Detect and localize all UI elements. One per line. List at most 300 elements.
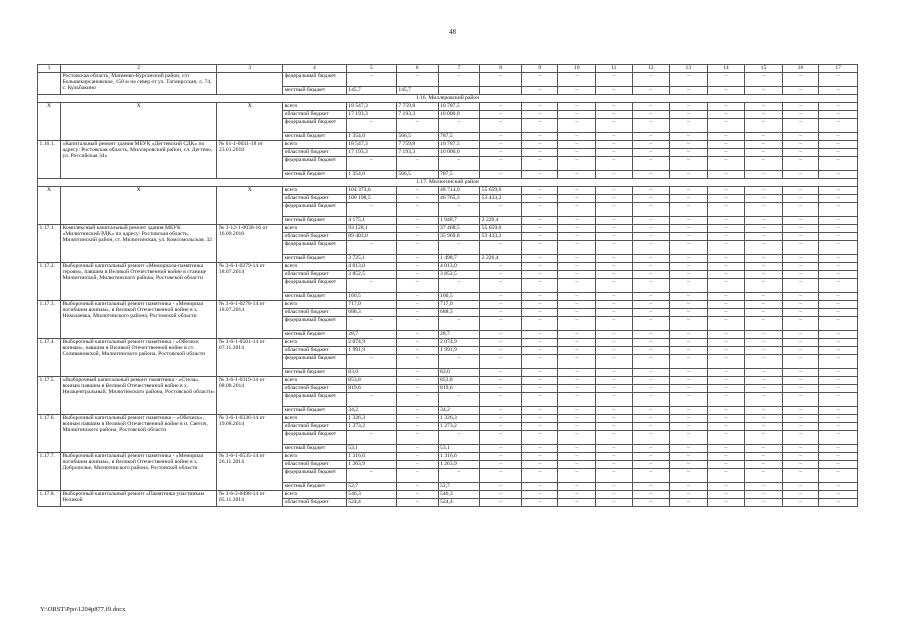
empty-dash-cell: – bbox=[521, 407, 558, 415]
empty-dash-cell: – bbox=[819, 445, 858, 453]
empty-dash-cell: – bbox=[558, 407, 596, 415]
empty-dash-cell: – bbox=[596, 483, 633, 491]
empty-dash-cell: – bbox=[670, 217, 708, 225]
empty-dash-cell: – bbox=[670, 431, 708, 445]
empty-dash-cell: – bbox=[558, 87, 596, 95]
empty-dash-cell: – bbox=[819, 225, 858, 233]
empty-dash-cell: – bbox=[596, 431, 633, 445]
empty-dash-cell: – bbox=[558, 149, 596, 157]
empty-dash-cell: – bbox=[632, 233, 670, 241]
value-cell-v8: – bbox=[480, 309, 522, 317]
empty-dash-cell: – bbox=[558, 255, 596, 263]
empty-dash-cell: – bbox=[745, 141, 783, 149]
value-cell-v6: – bbox=[396, 195, 438, 203]
empty-dash-cell: – bbox=[632, 279, 670, 293]
value-cell-v8: – bbox=[480, 317, 522, 331]
empty-dash-cell: – bbox=[632, 309, 670, 317]
empty-dash-cell: – bbox=[632, 407, 670, 415]
empty-dash-cell: – bbox=[819, 377, 858, 385]
empty-dash-cell: – bbox=[819, 241, 858, 255]
value-cell-v6: – bbox=[396, 233, 438, 241]
empty-dash-cell: – bbox=[596, 141, 633, 149]
empty-dash-cell: – bbox=[670, 195, 708, 203]
value-cell-v5: 3 852,5 bbox=[346, 271, 396, 279]
value-cell-v7: 1 316,6 bbox=[438, 453, 480, 461]
value-cell-v6: – bbox=[396, 393, 438, 407]
empty-dash-cell: – bbox=[782, 73, 819, 87]
empty-dash-cell: – bbox=[632, 339, 670, 347]
empty-dash-cell: – bbox=[521, 415, 558, 423]
empty-dash-cell: – bbox=[819, 157, 858, 171]
empty-dash-cell: – bbox=[707, 225, 745, 233]
section-title: 1.16. Миллеровский район bbox=[38, 95, 858, 103]
value-cell-v8: 53 433,2 bbox=[480, 195, 522, 203]
value-cell-v5: 819,6 bbox=[346, 385, 396, 393]
value-cell-v7: 10 000,0 bbox=[438, 149, 480, 157]
empty-dash-cell: – bbox=[745, 393, 783, 407]
value-cell-v5: 546,3 bbox=[346, 491, 396, 499]
empty-dash-cell: – bbox=[670, 423, 708, 431]
value-cell-v8: – bbox=[480, 301, 522, 309]
value-cell-v7: – bbox=[438, 241, 480, 255]
empty-dash-cell: – bbox=[707, 187, 745, 195]
empty-dash-cell: – bbox=[632, 133, 670, 141]
value-cell-v5: 688,3 bbox=[346, 309, 396, 317]
header-cell: 10 bbox=[558, 65, 596, 73]
value-cell-v7: 1 948,7 bbox=[438, 217, 480, 225]
document-ref: № 3-6-2-0498-14 от 05.11.2014 bbox=[217, 491, 283, 507]
object-name: «Выборочный капитальный ремонт памятника - «Стела», воинам павшим в Великой Отечественной войне в х. Низацентральный, Милютинского района, Ростовской области» bbox=[60, 377, 216, 415]
value-cell-v6: – bbox=[396, 339, 438, 347]
object-name: «Капитальный ремонт здания МБУК «Дегтевский СДК» по адресу: Ростовская область, Миллеровский район, сл. Дегтево, ул. Российская 34» bbox=[60, 141, 216, 179]
empty-dash-cell: – bbox=[632, 263, 670, 271]
empty-dash-cell: – bbox=[745, 271, 783, 279]
empty-dash-cell: – bbox=[596, 133, 633, 141]
empty-dash-cell: – bbox=[745, 499, 783, 507]
empty-dash-cell: – bbox=[670, 393, 708, 407]
value-cell-v8: – bbox=[480, 73, 522, 87]
funding-source: областной бюджет bbox=[283, 111, 347, 119]
funding-source: всего bbox=[283, 187, 347, 195]
empty-dash-cell: – bbox=[632, 423, 670, 431]
empty-dash-cell: – bbox=[745, 119, 783, 133]
value-cell-v5: 1 991,9 bbox=[346, 347, 396, 355]
value-cell-v5: 89 403,0 bbox=[346, 233, 396, 241]
object-name: Ростовская область, Матвеево-Курганский район, с/п Большекирсановское, 150 м на север от ул. Тагмирсская, л. 74, с. Кульбакино bbox=[60, 73, 216, 95]
empty-dash-cell: – bbox=[745, 241, 783, 255]
empty-dash-cell: – bbox=[707, 279, 745, 293]
empty-dash-cell: – bbox=[707, 171, 745, 179]
row-number: 1.17.8. bbox=[38, 491, 61, 507]
empty-dash-cell: – bbox=[707, 407, 745, 415]
empty-dash-cell: – bbox=[782, 453, 819, 461]
value-cell-v5: – bbox=[346, 73, 396, 87]
empty-dash-cell: – bbox=[521, 483, 558, 491]
empty-dash-cell: – bbox=[596, 415, 633, 423]
empty-dash-cell: – bbox=[707, 491, 745, 499]
empty-dash-cell: – bbox=[632, 415, 670, 423]
funding-source: областной бюджет bbox=[283, 271, 347, 279]
empty-dash-cell: – bbox=[782, 407, 819, 415]
value-cell-v7: 524,4 bbox=[438, 499, 480, 507]
empty-dash-cell: – bbox=[670, 445, 708, 453]
value-cell-v7: – bbox=[438, 431, 480, 445]
funding-source: областной бюджет bbox=[283, 195, 347, 203]
empty-dash-cell: – bbox=[819, 263, 858, 271]
empty-dash-cell: – bbox=[707, 331, 745, 339]
empty-dash-cell: – bbox=[596, 385, 633, 393]
value-cell-v6: 7 193,3 bbox=[396, 149, 438, 157]
value-cell-v7: 4 013,0 bbox=[438, 263, 480, 271]
empty-dash-cell: – bbox=[632, 271, 670, 279]
value-cell-v8: – bbox=[480, 171, 522, 179]
empty-dash-cell: – bbox=[558, 203, 596, 217]
empty-dash-cell: – bbox=[707, 233, 745, 241]
value-cell-v6: 7 193,3 bbox=[396, 111, 438, 119]
empty-dash-cell: – bbox=[670, 157, 708, 171]
value-cell-v6: – bbox=[396, 415, 438, 423]
funding-source: местный бюджет bbox=[283, 255, 347, 263]
empty-dash-cell: – bbox=[782, 149, 819, 157]
empty-dash-cell: – bbox=[558, 195, 596, 203]
empty-dash-cell: – bbox=[521, 255, 558, 263]
empty-dash-cell: – bbox=[521, 119, 558, 133]
table-row bbox=[38, 339, 858, 347]
empty-dash-cell: – bbox=[670, 377, 708, 385]
empty-dash-cell: – bbox=[670, 483, 708, 491]
value-cell-v5: – bbox=[346, 157, 396, 171]
value-cell-v8: 55 659,6 bbox=[480, 225, 522, 233]
empty-dash-cell: – bbox=[521, 445, 558, 453]
header-cell: 1 bbox=[38, 65, 61, 73]
empty-dash-cell: – bbox=[745, 255, 783, 263]
empty-dash-cell: – bbox=[819, 187, 858, 195]
value-cell-v5: 524,4 bbox=[346, 499, 396, 507]
empty-dash-cell: – bbox=[707, 241, 745, 255]
empty-dash-cell: – bbox=[632, 195, 670, 203]
empty-dash-cell: – bbox=[521, 87, 558, 95]
empty-dash-cell: – bbox=[745, 331, 783, 339]
empty-dash-cell: – bbox=[632, 385, 670, 393]
empty-dash-cell: – bbox=[632, 87, 670, 95]
empty-dash-cell: – bbox=[521, 355, 558, 369]
value-cell-v8: – bbox=[480, 445, 522, 453]
empty-dash-cell: – bbox=[782, 347, 819, 355]
empty-dash-cell: – bbox=[670, 279, 708, 293]
empty-dash-cell: – bbox=[558, 431, 596, 445]
value-cell-v6: – bbox=[396, 309, 438, 317]
value-cell-v6: – bbox=[396, 355, 438, 369]
empty-dash-cell: – bbox=[558, 347, 596, 355]
empty-dash-cell: – bbox=[745, 203, 783, 217]
value-cell-v6: 566,5 bbox=[396, 171, 438, 179]
empty-dash-cell: – bbox=[782, 491, 819, 499]
funding-source: всего bbox=[283, 141, 347, 149]
empty-dash-cell: – bbox=[819, 271, 858, 279]
empty-dash-cell: – bbox=[745, 469, 783, 483]
empty-dash-cell: – bbox=[596, 407, 633, 415]
empty-dash-cell: – bbox=[819, 233, 858, 241]
funding-source: местный бюджет bbox=[283, 445, 347, 453]
empty-dash-cell: – bbox=[558, 271, 596, 279]
empty-dash-cell: – bbox=[521, 111, 558, 119]
empty-dash-cell: – bbox=[558, 499, 596, 507]
empty-dash-cell: – bbox=[707, 73, 745, 87]
object-name: Выборочный капитальный ремонт «Памятника участникам Великой bbox=[60, 491, 216, 507]
value-cell-v8: – bbox=[480, 347, 522, 355]
empty-dash-cell: – bbox=[558, 263, 596, 271]
empty-dash-cell: – bbox=[670, 331, 708, 339]
empty-dash-cell: – bbox=[596, 499, 633, 507]
value-cell-v7: 1 273,2 bbox=[438, 423, 480, 431]
empty-dash-cell: – bbox=[707, 445, 745, 453]
empty-dash-cell: – bbox=[596, 149, 633, 157]
value-cell-v7: 10 787,5 bbox=[438, 103, 480, 111]
empty-dash-cell: – bbox=[782, 377, 819, 385]
empty-dash-cell: – bbox=[670, 241, 708, 255]
empty-dash-cell: – bbox=[632, 469, 670, 483]
value-cell-v6: – bbox=[396, 461, 438, 469]
empty-dash-cell: – bbox=[707, 393, 745, 407]
empty-dash-cell: – bbox=[558, 119, 596, 133]
empty-dash-cell: – bbox=[707, 271, 745, 279]
value-cell-v6: – bbox=[396, 301, 438, 309]
value-cell-v6: – bbox=[396, 453, 438, 461]
funding-source: федеральный бюджет bbox=[283, 393, 347, 407]
value-cell-v5: 28,7 bbox=[346, 331, 396, 339]
empty-dash-cell: – bbox=[819, 499, 858, 507]
empty-dash-cell: – bbox=[558, 73, 596, 87]
empty-dash-cell: – bbox=[558, 111, 596, 119]
row-number: 1.17.6. bbox=[38, 415, 61, 453]
empty-dash-cell: – bbox=[632, 331, 670, 339]
document-ref: № 3-6-1-0278-14 от 18.07.2014 bbox=[217, 301, 283, 339]
value-cell-v6: – bbox=[396, 279, 438, 293]
empty-dash-cell: – bbox=[782, 141, 819, 149]
empty-dash-cell: – bbox=[670, 355, 708, 369]
value-cell-v5: 1 326,3 bbox=[346, 415, 396, 423]
empty-dash-cell: – bbox=[819, 195, 858, 203]
value-cell-v5: 104 373,6 bbox=[346, 187, 396, 195]
empty-dash-cell: – bbox=[745, 483, 783, 491]
empty-dash-cell: – bbox=[596, 73, 633, 87]
value-cell-v5: 1 316,6 bbox=[346, 453, 396, 461]
value-cell-v8: – bbox=[480, 423, 522, 431]
document-ref: X bbox=[217, 103, 283, 141]
row-number: 1.17.4. bbox=[38, 339, 61, 377]
empty-dash-cell: – bbox=[521, 241, 558, 255]
empty-dash-cell: – bbox=[632, 453, 670, 461]
row-number: 1.17.2. bbox=[38, 263, 61, 301]
funding-source: всего bbox=[283, 377, 347, 385]
empty-dash-cell: – bbox=[819, 355, 858, 369]
header-cell: 9 bbox=[521, 65, 558, 73]
empty-dash-cell: – bbox=[521, 461, 558, 469]
funding-source: всего bbox=[283, 339, 347, 347]
empty-dash-cell: – bbox=[670, 203, 708, 217]
table-row bbox=[38, 73, 858, 87]
empty-dash-cell: – bbox=[670, 491, 708, 499]
empty-dash-cell: – bbox=[632, 241, 670, 255]
value-cell-v6: – bbox=[396, 499, 438, 507]
empty-dash-cell: – bbox=[596, 103, 633, 111]
empty-dash-cell: – bbox=[632, 157, 670, 171]
document-ref: № 3-6-1-0336-14 от 19.08.2014 bbox=[217, 415, 283, 453]
empty-dash-cell: – bbox=[596, 331, 633, 339]
empty-dash-cell: – bbox=[596, 461, 633, 469]
value-cell-v5: 93 128,1 bbox=[346, 225, 396, 233]
empty-dash-cell: – bbox=[707, 141, 745, 149]
empty-dash-cell: – bbox=[707, 431, 745, 445]
empty-dash-cell: – bbox=[819, 87, 858, 95]
funding-source: местный бюджет bbox=[283, 483, 347, 491]
value-cell-v6: – bbox=[396, 263, 438, 271]
value-cell-v5: 160,5 bbox=[346, 293, 396, 301]
empty-dash-cell: – bbox=[596, 445, 633, 453]
object-name: Комплексный капитальный ремонт здания МБУК «Милютинский РДК» по адресу: Ростовская область, Милютинский район, ст. Милютинская, ул. Комсомольская, 32 bbox=[60, 225, 216, 263]
empty-dash-cell: – bbox=[707, 453, 745, 461]
value-cell-v5: 145,7 bbox=[346, 87, 396, 95]
value-cell-v5: 18 547,3 bbox=[346, 141, 396, 149]
empty-dash-cell: – bbox=[596, 491, 633, 499]
value-cell-v8: – bbox=[480, 141, 522, 149]
empty-dash-cell: – bbox=[632, 499, 670, 507]
value-cell-v7: 819,6 bbox=[438, 385, 480, 393]
empty-dash-cell: – bbox=[745, 73, 783, 87]
funding-source: областной бюджет bbox=[283, 309, 347, 317]
empty-dash-cell: – bbox=[596, 279, 633, 293]
empty-dash-cell: – bbox=[707, 461, 745, 469]
empty-dash-cell: – bbox=[782, 301, 819, 309]
empty-dash-cell: – bbox=[670, 255, 708, 263]
empty-dash-cell: – bbox=[707, 385, 745, 393]
empty-dash-cell: – bbox=[558, 187, 596, 195]
empty-dash-cell: – bbox=[670, 453, 708, 461]
funding-source: местный бюджет bbox=[283, 369, 347, 377]
empty-dash-cell: – bbox=[596, 157, 633, 171]
empty-dash-cell: – bbox=[745, 309, 783, 317]
empty-dash-cell: – bbox=[745, 187, 783, 195]
empty-dash-cell: – bbox=[782, 133, 819, 141]
document-ref: № 3-6-1-0535-14 от 26.11.2014 bbox=[217, 453, 283, 491]
empty-dash-cell: – bbox=[632, 377, 670, 385]
funding-source: областной бюджет bbox=[283, 423, 347, 431]
empty-dash-cell: – bbox=[632, 369, 670, 377]
funding-source: всего bbox=[283, 415, 347, 423]
value-cell-v7: – bbox=[438, 279, 480, 293]
empty-dash-cell: – bbox=[745, 339, 783, 347]
empty-dash-cell: – bbox=[558, 461, 596, 469]
empty-dash-cell: – bbox=[521, 301, 558, 309]
value-cell-v7: 83,0 bbox=[438, 369, 480, 377]
empty-dash-cell: – bbox=[521, 317, 558, 331]
empty-dash-cell: – bbox=[670, 415, 708, 423]
empty-dash-cell: – bbox=[521, 385, 558, 393]
funding-source: местный бюджет bbox=[283, 407, 347, 415]
value-cell-v7: – bbox=[438, 469, 480, 483]
table-row bbox=[38, 453, 858, 461]
empty-dash-cell: – bbox=[707, 369, 745, 377]
empty-dash-cell: – bbox=[596, 225, 633, 233]
empty-dash-cell: – bbox=[819, 369, 858, 377]
empty-dash-cell: – bbox=[632, 149, 670, 157]
value-cell-v8: – bbox=[480, 483, 522, 491]
value-cell-v6: – bbox=[396, 347, 438, 355]
empty-dash-cell: – bbox=[745, 87, 783, 95]
section-row bbox=[38, 95, 858, 103]
empty-dash-cell: – bbox=[596, 255, 633, 263]
empty-dash-cell: – bbox=[596, 203, 633, 217]
value-cell-v6: – bbox=[396, 241, 438, 255]
empty-dash-cell: – bbox=[745, 377, 783, 385]
value-cell-v8: – bbox=[480, 431, 522, 445]
empty-dash-cell: – bbox=[558, 445, 596, 453]
table-row bbox=[38, 301, 858, 309]
value-cell-v5: 853,8 bbox=[346, 377, 396, 385]
row-number: 1.16.1. bbox=[38, 141, 61, 179]
empty-dash-cell: – bbox=[632, 103, 670, 111]
empty-dash-cell: – bbox=[745, 171, 783, 179]
value-cell-v8: – bbox=[480, 263, 522, 271]
empty-dash-cell: – bbox=[632, 203, 670, 217]
value-cell-v5: – bbox=[346, 279, 396, 293]
empty-dash-cell: – bbox=[596, 217, 633, 225]
empty-dash-cell: – bbox=[819, 279, 858, 293]
value-cell-v7: 1 498,7 bbox=[438, 255, 480, 263]
empty-dash-cell: – bbox=[670, 271, 708, 279]
value-cell-v7: 34,2 bbox=[438, 407, 480, 415]
value-cell-v8: – bbox=[480, 385, 522, 393]
empty-dash-cell: – bbox=[521, 171, 558, 179]
value-cell-v8: – bbox=[480, 393, 522, 407]
empty-dash-cell: – bbox=[632, 431, 670, 445]
empty-dash-cell: – bbox=[596, 339, 633, 347]
empty-dash-cell: – bbox=[632, 445, 670, 453]
empty-dash-cell: – bbox=[521, 141, 558, 149]
header-cell: 11 bbox=[596, 65, 633, 73]
empty-dash-cell: – bbox=[745, 431, 783, 445]
empty-dash-cell: – bbox=[745, 423, 783, 431]
value-cell-v8: – bbox=[480, 499, 522, 507]
empty-dash-cell: – bbox=[707, 469, 745, 483]
empty-dash-cell: – bbox=[745, 195, 783, 203]
value-cell-v8: – bbox=[480, 103, 522, 111]
funding-source: местный бюджет bbox=[283, 217, 347, 225]
empty-dash-cell: – bbox=[819, 393, 858, 407]
empty-dash-cell: – bbox=[782, 111, 819, 119]
empty-dash-cell: – bbox=[558, 217, 596, 225]
value-cell-v8: – bbox=[480, 491, 522, 499]
value-cell-v6: – bbox=[396, 157, 438, 171]
empty-dash-cell: – bbox=[782, 415, 819, 423]
empty-dash-cell: – bbox=[782, 171, 819, 179]
empty-dash-cell: – bbox=[707, 347, 745, 355]
empty-dash-cell: – bbox=[782, 499, 819, 507]
empty-dash-cell: – bbox=[558, 141, 596, 149]
empty-dash-cell: – bbox=[558, 415, 596, 423]
object-name: Выборочный капитальный ремонт памятника - «Мемориал погибшим воинам», в Великой Отечественной войне в х. Доброполье, Милютинского района, Ростовской области bbox=[60, 453, 216, 491]
empty-dash-cell: – bbox=[596, 119, 633, 133]
value-cell-v5: 34,2 bbox=[346, 407, 396, 415]
empty-dash-cell: – bbox=[819, 111, 858, 119]
empty-dash-cell: – bbox=[521, 149, 558, 157]
value-cell-v6: – bbox=[396, 217, 438, 225]
empty-dash-cell: – bbox=[596, 377, 633, 385]
value-cell-v7: 717,0 bbox=[438, 301, 480, 309]
empty-dash-cell: – bbox=[782, 217, 819, 225]
value-cell-v7: 35 969,8 bbox=[438, 233, 480, 241]
value-cell-v5: 1 354,0 bbox=[346, 171, 396, 179]
